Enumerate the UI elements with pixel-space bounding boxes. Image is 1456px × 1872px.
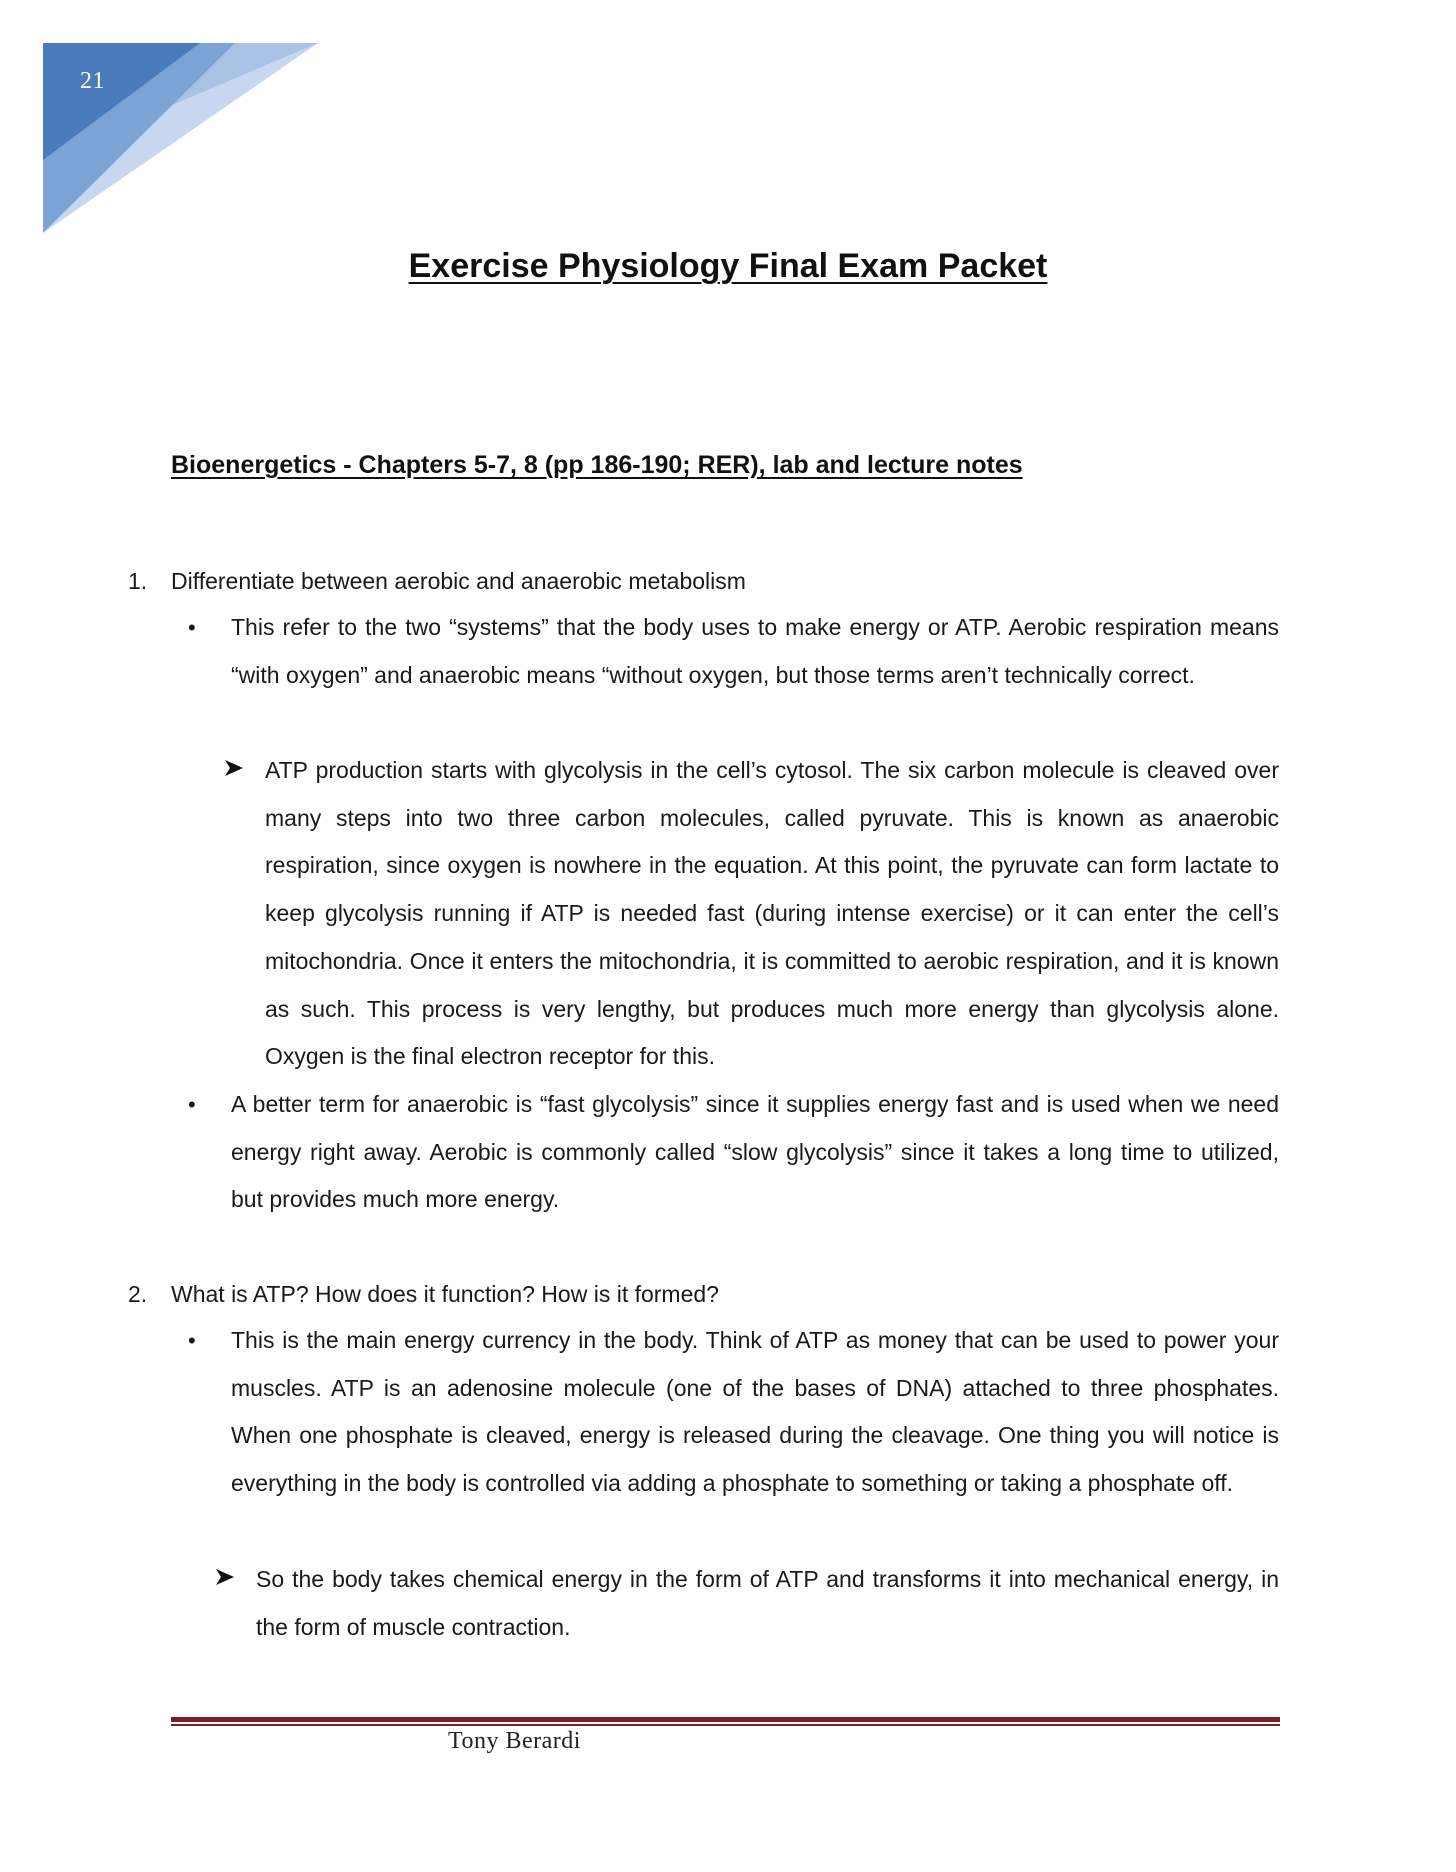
arrow-bullet-icon bbox=[214, 1566, 236, 1588]
footer-rule bbox=[171, 1717, 1280, 1722]
arrow-bullet-icon bbox=[223, 757, 245, 779]
bullet-item: This refer to the two “systems” that the body uses to make energy or ATP. Aerobic respiration means “with oxygen” and anaerobic means “without oxygen, but those terms aren’t technically correct. bbox=[231, 614, 1279, 688]
document-title: Exercise Physiology Final Exam Packet bbox=[408, 247, 1048, 285]
question-number: 1. bbox=[128, 568, 148, 594]
bullet-icon: • bbox=[188, 1092, 196, 1117]
corner-decoration bbox=[0, 0, 340, 250]
question-number: 2. bbox=[128, 1281, 148, 1307]
bullet-item: This is the main energy currency in the body. Think of ATP as money that can be used to power your muscles. ATP is an adenosine molecule (one of the bases of DNA) attached to three phosphates. When one phosphate is cleaved, energy is released during the cleavage. One thing you will notice is everything in the body is controlled via adding a phosphate to something or taking a phosphate off. bbox=[231, 1327, 1279, 1497]
footer-rule-thin bbox=[171, 1724, 1280, 1726]
question-text: What is ATP? How does it function? How is it formed? bbox=[171, 1281, 719, 1307]
sub-point-item: ATP production starts with glycolysis in the cell’s cytosol. The six carbon molecule is cleaved over many steps into two three carbon molecules, called pyruvate. This is known as anaerobic respiration, since oxygen is nowhere in the equation. At this point, the pyruvate can form lactate to keep glycolysis running if ATP is needed fast (during intense exercise) or it can enter the cell’s mitochondria. Once it enters the mitochondria, it is committed to aerobic respiration, and it is known as such. This process is very lengthy, but produces much more energy than glycolysis alone. Oxygen is the final electron receptor for this. bbox=[265, 757, 1279, 1070]
question-text: Differentiate between aerobic and anaerobic metabolism bbox=[171, 568, 746, 594]
page-number: 21 bbox=[80, 68, 105, 94]
question-2 bbox=[128, 1279, 719, 1309]
bullet-item: A better term for anaerobic is “fast glycolysis” since it supplies energy fast and is used when we need energy right away. Aerobic is commonly called “slow glycolysis” since it takes a long time to utilized, but provides much more energy. bbox=[231, 1091, 1279, 1213]
sub-point-item: So the body takes chemical energy in the form of ATP and transforms it into mechanical energy, in the form of muscle contraction. bbox=[256, 1566, 1279, 1640]
section-heading: Bioenergetics - Chapters 5-7, 8 (pp 186-190; RER), lab and lecture notes bbox=[171, 451, 1023, 479]
bullet-icon: • bbox=[188, 615, 196, 640]
footer-author: Tony Berardi bbox=[448, 1728, 581, 1754]
bullet-icon: • bbox=[188, 1328, 196, 1353]
question-1 bbox=[128, 566, 746, 596]
